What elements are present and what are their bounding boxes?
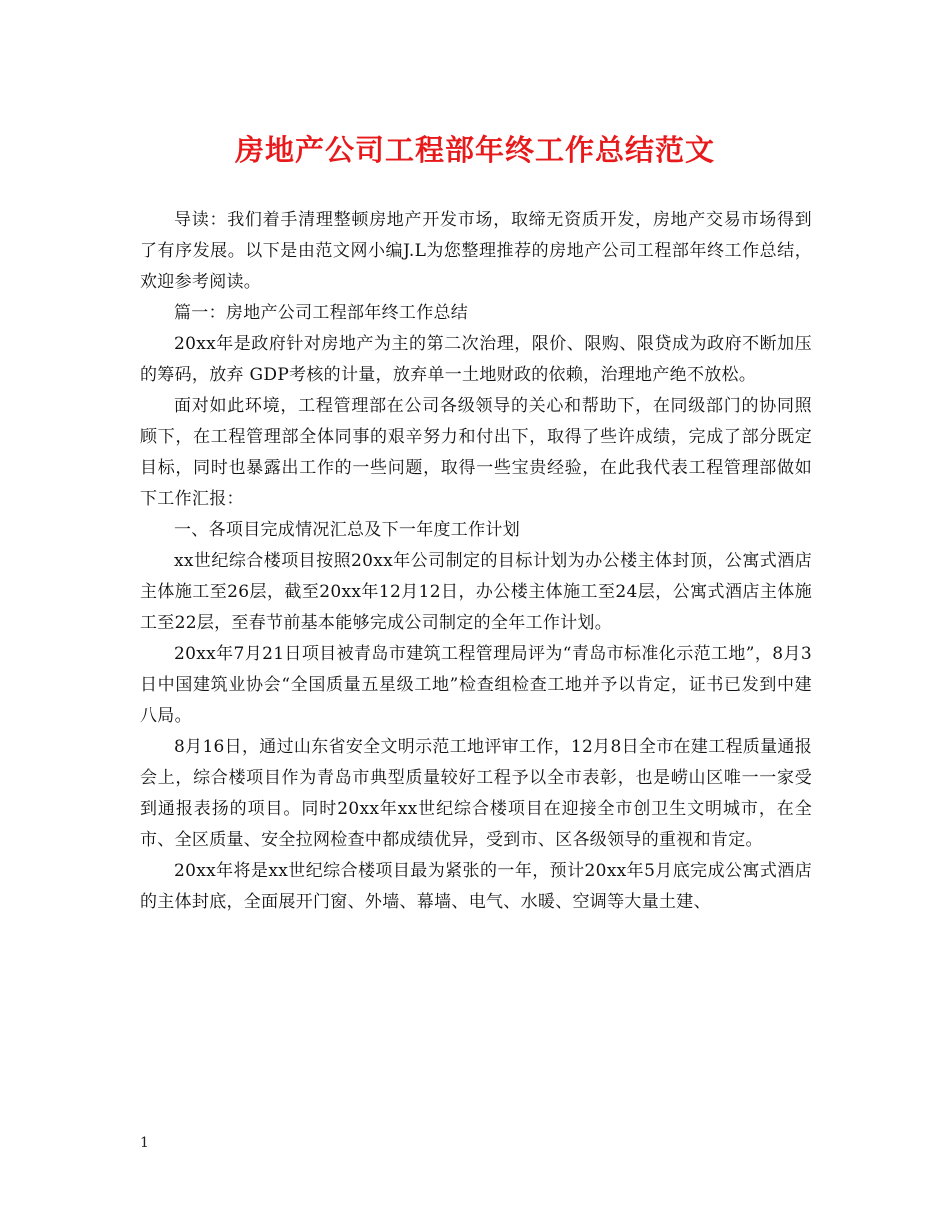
page-number: 1	[140, 1135, 149, 1151]
document-title: 房地产公司工程部年终工作总结范文	[234, 133, 715, 167]
paragraph-intro: 导读：我们着手清理整顿房地产开发市场，取缔无资质开发，房地产交易市场得到了有序发展。以下是由范文网小编J.L为您整理推荐的房地产公司工程部年终工作总结，欢迎参考阅读。	[140, 210, 812, 292]
paragraph: xx世纪综合楼项目按照20xx年公司制定的目标计划为办公楼主体封顶，公寓式酒店主体施工至26层，截至20xx年12月12日，办公楼主体施工至24层，公寓式酒店主体施工至22层，至春节前基本能够完成公司制定的全年工作计划。	[140, 551, 812, 633]
paragraph: 20xx年将是xx世纪综合楼项目最为紧张的一年，预计20xx年5月底完成公寓式酒店的主体封底，全面展开门窗、外墙、幕墙、电气、水暖、空调等大量土建、	[140, 861, 812, 912]
paragraph-subheading: 一、各项目完成情况汇总及下一年度工作计划	[174, 520, 520, 540]
paragraph: 面对如此环境，工程管理部在公司各级领导的关心和帮助下，在同级部门的协同照顾下，在工程管理部全体同事的艰辛努力和付出下，取得了些许成绩，完成了部分既定目标，同时也暴露出工作的一些问题，取得一些宝贵经验，在此我代表工程管理部做如下工作汇报：	[140, 396, 812, 509]
paragraph: 20xx年7月21日项目被青岛市建筑工程管理局评为“青岛市标准化示范工地”，8月3日中国建筑业协会“全国质量五星级工地”检查组检查工地并予以肯定，证书已发到中建八局。	[140, 644, 812, 726]
paragraph: 8月16日，通过山东省安全文明示范工地评审工作，12月8日全市在建工程质量通报会上，综合楼项目作为青岛市典型质量较好工程予以全市表彰，也是崂山区唯一一家受到通报表扬的项目。同时20xx年xx世纪综合楼项目在迎接全市创卫生文明城市，在全市、全区质量、安全拉网检查中都成绩优异，受到市、区各级领导的重视和肯定。	[140, 737, 812, 850]
paragraph: 20xx年是政府针对房地产为主的第二次治理，限价、限购、限贷成为政府不断加压的筹码，放弃 GDP考核的计量，放弃单一土地财政的依赖，治理地产绝不放松。	[140, 334, 812, 385]
paragraph-section-heading: 篇一：房地产公司工程部年终工作总结	[174, 303, 469, 323]
document-body	[140, 205, 812, 918]
